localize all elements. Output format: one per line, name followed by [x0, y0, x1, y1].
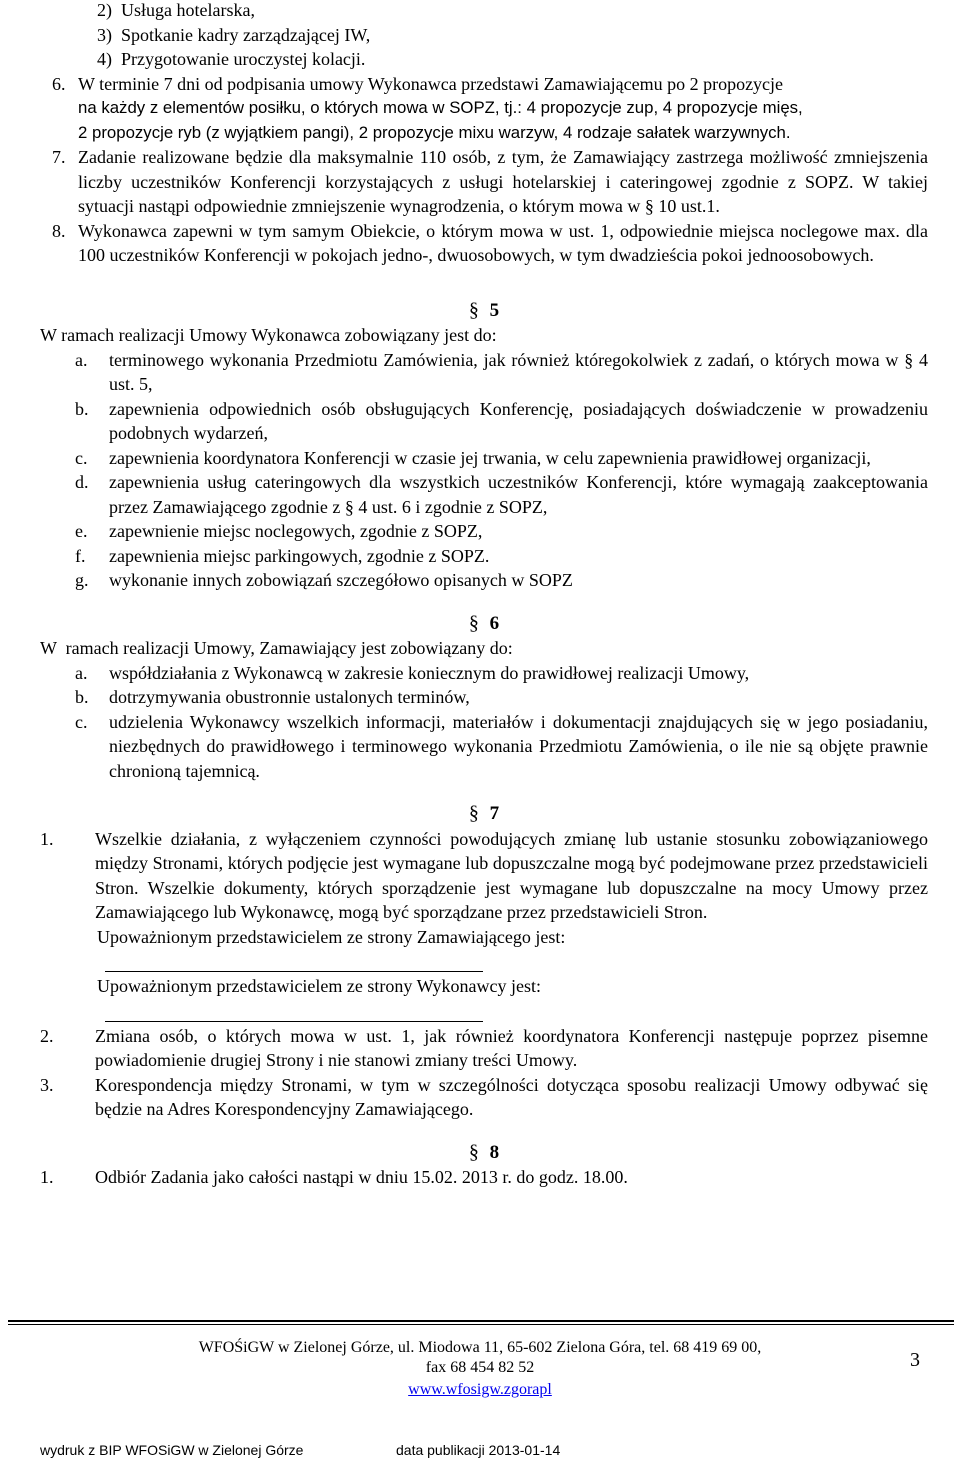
- section-heading-6: § 6: [468, 611, 500, 634]
- numbered-item-8: 8. Wykonawca zapewni w tym samym Obiekcie, o którym mowa w ust. 1, odpowiednie miejsca noclegowe max. dla 100 uczestników Konferencji w pokojach jedno-, dwuosobowych, w tym dwadzieścia pokoi jednoosobowych.: [40, 219, 928, 268]
- paragraph-icon: §: [904, 349, 914, 370]
- numbered-item-7: 7. Zadanie realizowane będzie dla maksymalnie 110 osób, z tym, że Zamawiający zastrzega możliwość zmniejszenia liczby uczestników Konferencji korzystających z usługi hotelarskiej i cateringowej zgodnie z SOPZ. W takiej sytuacji nastąpi odpowiednie zmniejszenie wynagrodzenia, o którym mowa w § 10 ust.1.: [52, 147, 928, 216]
- list-item: 2) Usługa hotelarska,: [97, 0, 255, 20]
- section-heading-8: § 8: [468, 1140, 500, 1163]
- paragraph-icon: §: [644, 196, 654, 216]
- representative-label-wykonawca: Upoważnionym przedstawicielem ze strony Wykonawcy jest:: [97, 976, 541, 996]
- list-item: e. zapewnienie miejsc noclegowych, zgodnie z SOPZ,: [75, 521, 483, 541]
- numbered-item: 1. Wszelkie działania, z wyłączeniem czynności powodujących zmianę lub ustanie stosunku zobowiązaniowego między Stronami, których podjęcie jest wymagane lub dopuszczalne mogą być podejmowane przez przedstawicieli Stron. Wszelkie dokumenty, których sporządzenie jest wymagane lub dopuszczalne na mocy Umowy przez Zamawiającego lub Wykonawcę, mogą być sporządzane przez przedstawicieli Stron.: [40, 828, 928, 922]
- representative-label-zamawiajacy: Upoważnionym przedstawicielem ze strony Zamawiającego jest:: [97, 926, 566, 947]
- document-body: [40, 0, 928, 1190]
- paragraph-icon: §: [468, 611, 479, 634]
- list-item: d. zapewnienia usług cateringowych dla wszystkich uczestników Konferencji, które wymagają zaakceptowania przez Zamawiającego zgodnie z § 4 ust. 6 i zgodnie z SOPZ,: [75, 472, 928, 517]
- list-item: c. zapewnienia koordynatora Konferencji w czasie jej trwania, w celu zapewnienia prawidłowej organizacji,: [75, 447, 871, 468]
- section-5-intro: W ramach realizacji Umowy Wykonawca zobowiązany jest do:: [40, 325, 497, 345]
- paragraph-icon: §: [344, 496, 354, 517]
- section-heading-5: § 5: [468, 298, 500, 321]
- item-7-ref: 10 ust.1.: [658, 196, 720, 216]
- item-6-line: na każdy z elementów posiłku, o których mowa w SOPZ, tj.: 4 propozycje zup, 4 propozycje mięs,: [78, 98, 803, 117]
- footer-website-link[interactable]: www.wfosigw.zgorapl: [408, 1381, 552, 1398]
- signature-line[interactable]: [105, 1021, 483, 1022]
- item-6-line: 2 propozycje ryb (z wyjątkiem pangi), 2 propozycje mixu warzyw, 4 rodzaje sałatek warzywnych.: [78, 122, 791, 142]
- numbered-item-6: 6. W terminie 7 dni od podpisania umowy Wykonawca przedstawi Zamawiającemu po 2 propozycje na każdy z elementów posiłku, o których mowa w SOPZ, tj.: 4 propozycje zup, 4 propozycje mięs, 2 propozycje ryb (z wyjątkiem pangi), 2 propozycje mixu warzyw, 4 rodzaje sałatek warzywnych.: [40, 72, 928, 146]
- list-item: a. terminowego wykonania Przedmiotu Zamówienia, jak również któregokolwiek z zadań, o których mowa w § 4 ust. 5,: [75, 349, 929, 394]
- paragraph-icon: §: [468, 802, 479, 824]
- signature-line[interactable]: [105, 971, 483, 972]
- list-item: b. dotrzymywania obustronnie ustalonych terminów,: [75, 687, 470, 707]
- footer-address: WFOŚiGW w Zielonej Górze, ul. Miodowa 11, 65-602 Zielona Góra, tel. 68 419 69 00,: [198, 1339, 762, 1356]
- numbered-item: 1. Odbiór Zadania jako całości nastąpi w dniu 15.02. 2013 r. do godz. 18.00.: [40, 1167, 628, 1187]
- section-6-intro: W ramach realizacji Umowy, Zamawiający jest zobowiązany do:: [40, 638, 513, 658]
- print-source: wydruk z BIP WFOSiGW w Zielonej Górze: [40, 1442, 304, 1458]
- item-6-line: W terminie 7 dni od podpisania umowy Wykonawca przedstawi Zamawiającemu po 2 propozycje: [78, 73, 784, 94]
- numbered-item: 2. Zmiana osób, o których mowa w ust. 1, jak również koordynatora Konferencji następuje poprzez pisemne powiadomienie drugiej Strony i nie stanowi zmiany treści Umowy.: [40, 1025, 928, 1070]
- footer-fax: fax 68 454 82 52: [425, 1359, 535, 1376]
- list-item: c. udzielenia Wykonawcy wszelkich informacji, materiałów i dokumentacji znajdujących się w jego posiadaniu, niezbędnych do prawidłowego i terminowego wykonania Przedmiotu Zamówienia, o ile nie są objęte prawnie chronioną tajemnicą.: [75, 711, 928, 781]
- publication-date: data publikacji 2013-01-14: [396, 1442, 561, 1458]
- paragraph-icon: §: [468, 298, 479, 321]
- page-number: 3: [910, 1349, 920, 1371]
- paragraph-icon: §: [468, 1140, 479, 1163]
- item-7-text: Zadanie realizowane będzie dla maksymalnie 110 osób, z tym, że Zamawiający zastrzega możliwość zmniejszenia liczby uczestników Konferencji korzystających z usługi hotelarskiej i cateringowej zgodnie z SOPZ. W takiej sytuacji nastąpi odpowiednie zmniejszenie wynagrodzenia, o którym mowa w: [78, 147, 928, 216]
- list-item: 4) Przygotowanie uroczystej kolacji.: [97, 49, 366, 69]
- list-item: g. wykonanie innych zobowiązań szczegółowo opisanych w SOPZ: [75, 570, 573, 590]
- footer-divider: [8, 1320, 954, 1322]
- section-heading-7: § 7: [468, 802, 500, 824]
- list-item: a. współdziałania z Wykonawcą w zakresie koniecznym do prawidłowej realizacji Umowy,: [75, 662, 750, 683]
- list-item: b. zapewnienia odpowiednich osób obsługujących Konferencję, posiadających doświadczenie w prowadzeniu podobnych wydarzeń,: [75, 398, 928, 443]
- numbered-item: 3. Korespondencja między Stronami, w tym w szczególności dotycząca sposobu realizacji Umowy odbywać się będzie na Adres Korespondencyjny Zamawiającego.: [40, 1074, 928, 1119]
- list-item: 3) Spotkanie kadry zarządzającej IW,: [97, 24, 371, 45]
- item-8-text: Wykonawca zapewni w tym samym Obiekcie, o którym mowa w ust. 1, odpowiednie miejsca noclegowe max. dla 100 uczestników Konferencji w pokojach jedno-, dwuosobowych, w tym dwadzieścia pokoi jednoosobowych.: [78, 220, 928, 265]
- list-item: f. zapewnienia miejsc parkingowych, zgodnie z SOPZ.: [75, 545, 490, 566]
